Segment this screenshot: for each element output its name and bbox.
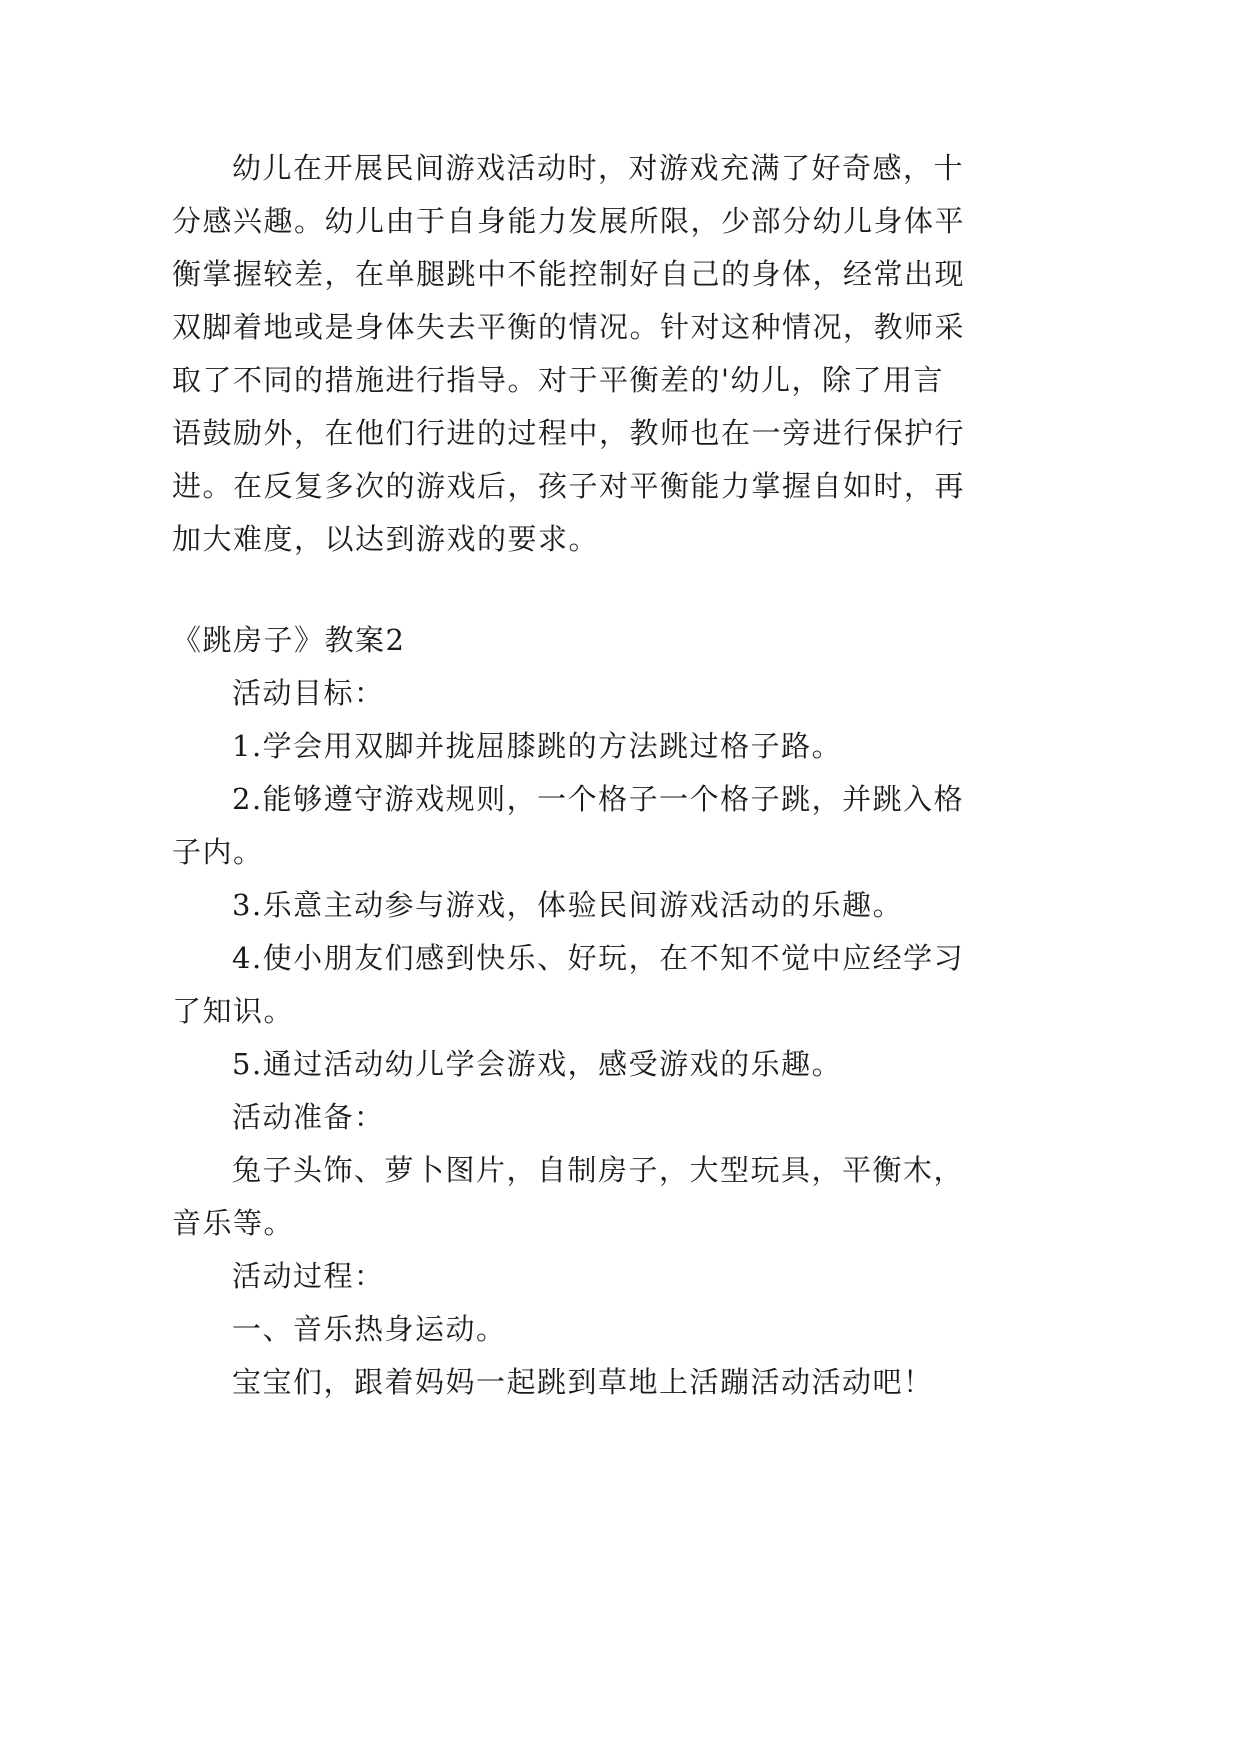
paragraph-line: 加大难度，以达到游戏的要求。 <box>172 522 600 556</box>
paragraph-line: 衡掌握较差，在单腿跳中不能控制好自己的身体，经常出现 <box>172 257 966 291</box>
prep-text: 兔子头饰、萝卜图片，自制房子，大型玩具，平衡木， <box>232 1153 965 1187</box>
process-heading: 活动过程： <box>232 1259 385 1293</box>
paragraph-line: 双脚着地或是身体失去平衡的情况。针对这种情况，教师采 <box>172 310 966 344</box>
goal-item-continuation: 了知识。 <box>172 994 295 1028</box>
paragraph-line: 取了不同的措施进行指导。对于平衡差的'幼儿，除了用言 <box>172 363 944 397</box>
paragraph-line: 分感兴趣。幼儿由于自身能力发展所限，少部分幼儿身体平 <box>172 204 966 238</box>
paragraph-line: 进。在反复多次的游戏后，孩子对平衡能力掌握自如时，再 <box>172 469 966 503</box>
section-title: 《跳房子》教案2 <box>172 623 406 657</box>
paragraph-line: 语鼓励外，在他们行进的过程中，教师也在一旁进行保护行 <box>172 416 966 450</box>
paragraph-line: 幼儿在开展民间游戏活动时，对游戏充满了好奇感，十 <box>232 151 965 185</box>
prep-text-continuation: 音乐等。 <box>172 1206 295 1240</box>
prep-heading: 活动准备： <box>232 1100 385 1134</box>
goal-item-continuation: 子内。 <box>172 835 264 869</box>
goals-heading: 活动目标： <box>232 676 385 710</box>
goal-item: 3.乐意主动参与游戏，体验民间游戏活动的乐趣。 <box>232 888 904 922</box>
goal-item: 1.学会用双脚并拢屈膝跳的方法跳过格子路。 <box>232 729 843 763</box>
goal-item: 2.能够遵守游戏规则，一个格子一个格子跳，并跳入格 <box>232 782 965 816</box>
goal-item: 5.通过活动幼儿学会游戏，感受游戏的乐趣。 <box>232 1047 843 1081</box>
process-step-text: 宝宝们，跟着妈妈一起跳到草地上活蹦活动活动吧！ <box>232 1365 934 1399</box>
goal-item: 4.使小朋友们感到快乐、好玩，在不知不觉中应经学习 <box>232 941 965 975</box>
process-step: 一、音乐热身运动。 <box>232 1312 507 1346</box>
